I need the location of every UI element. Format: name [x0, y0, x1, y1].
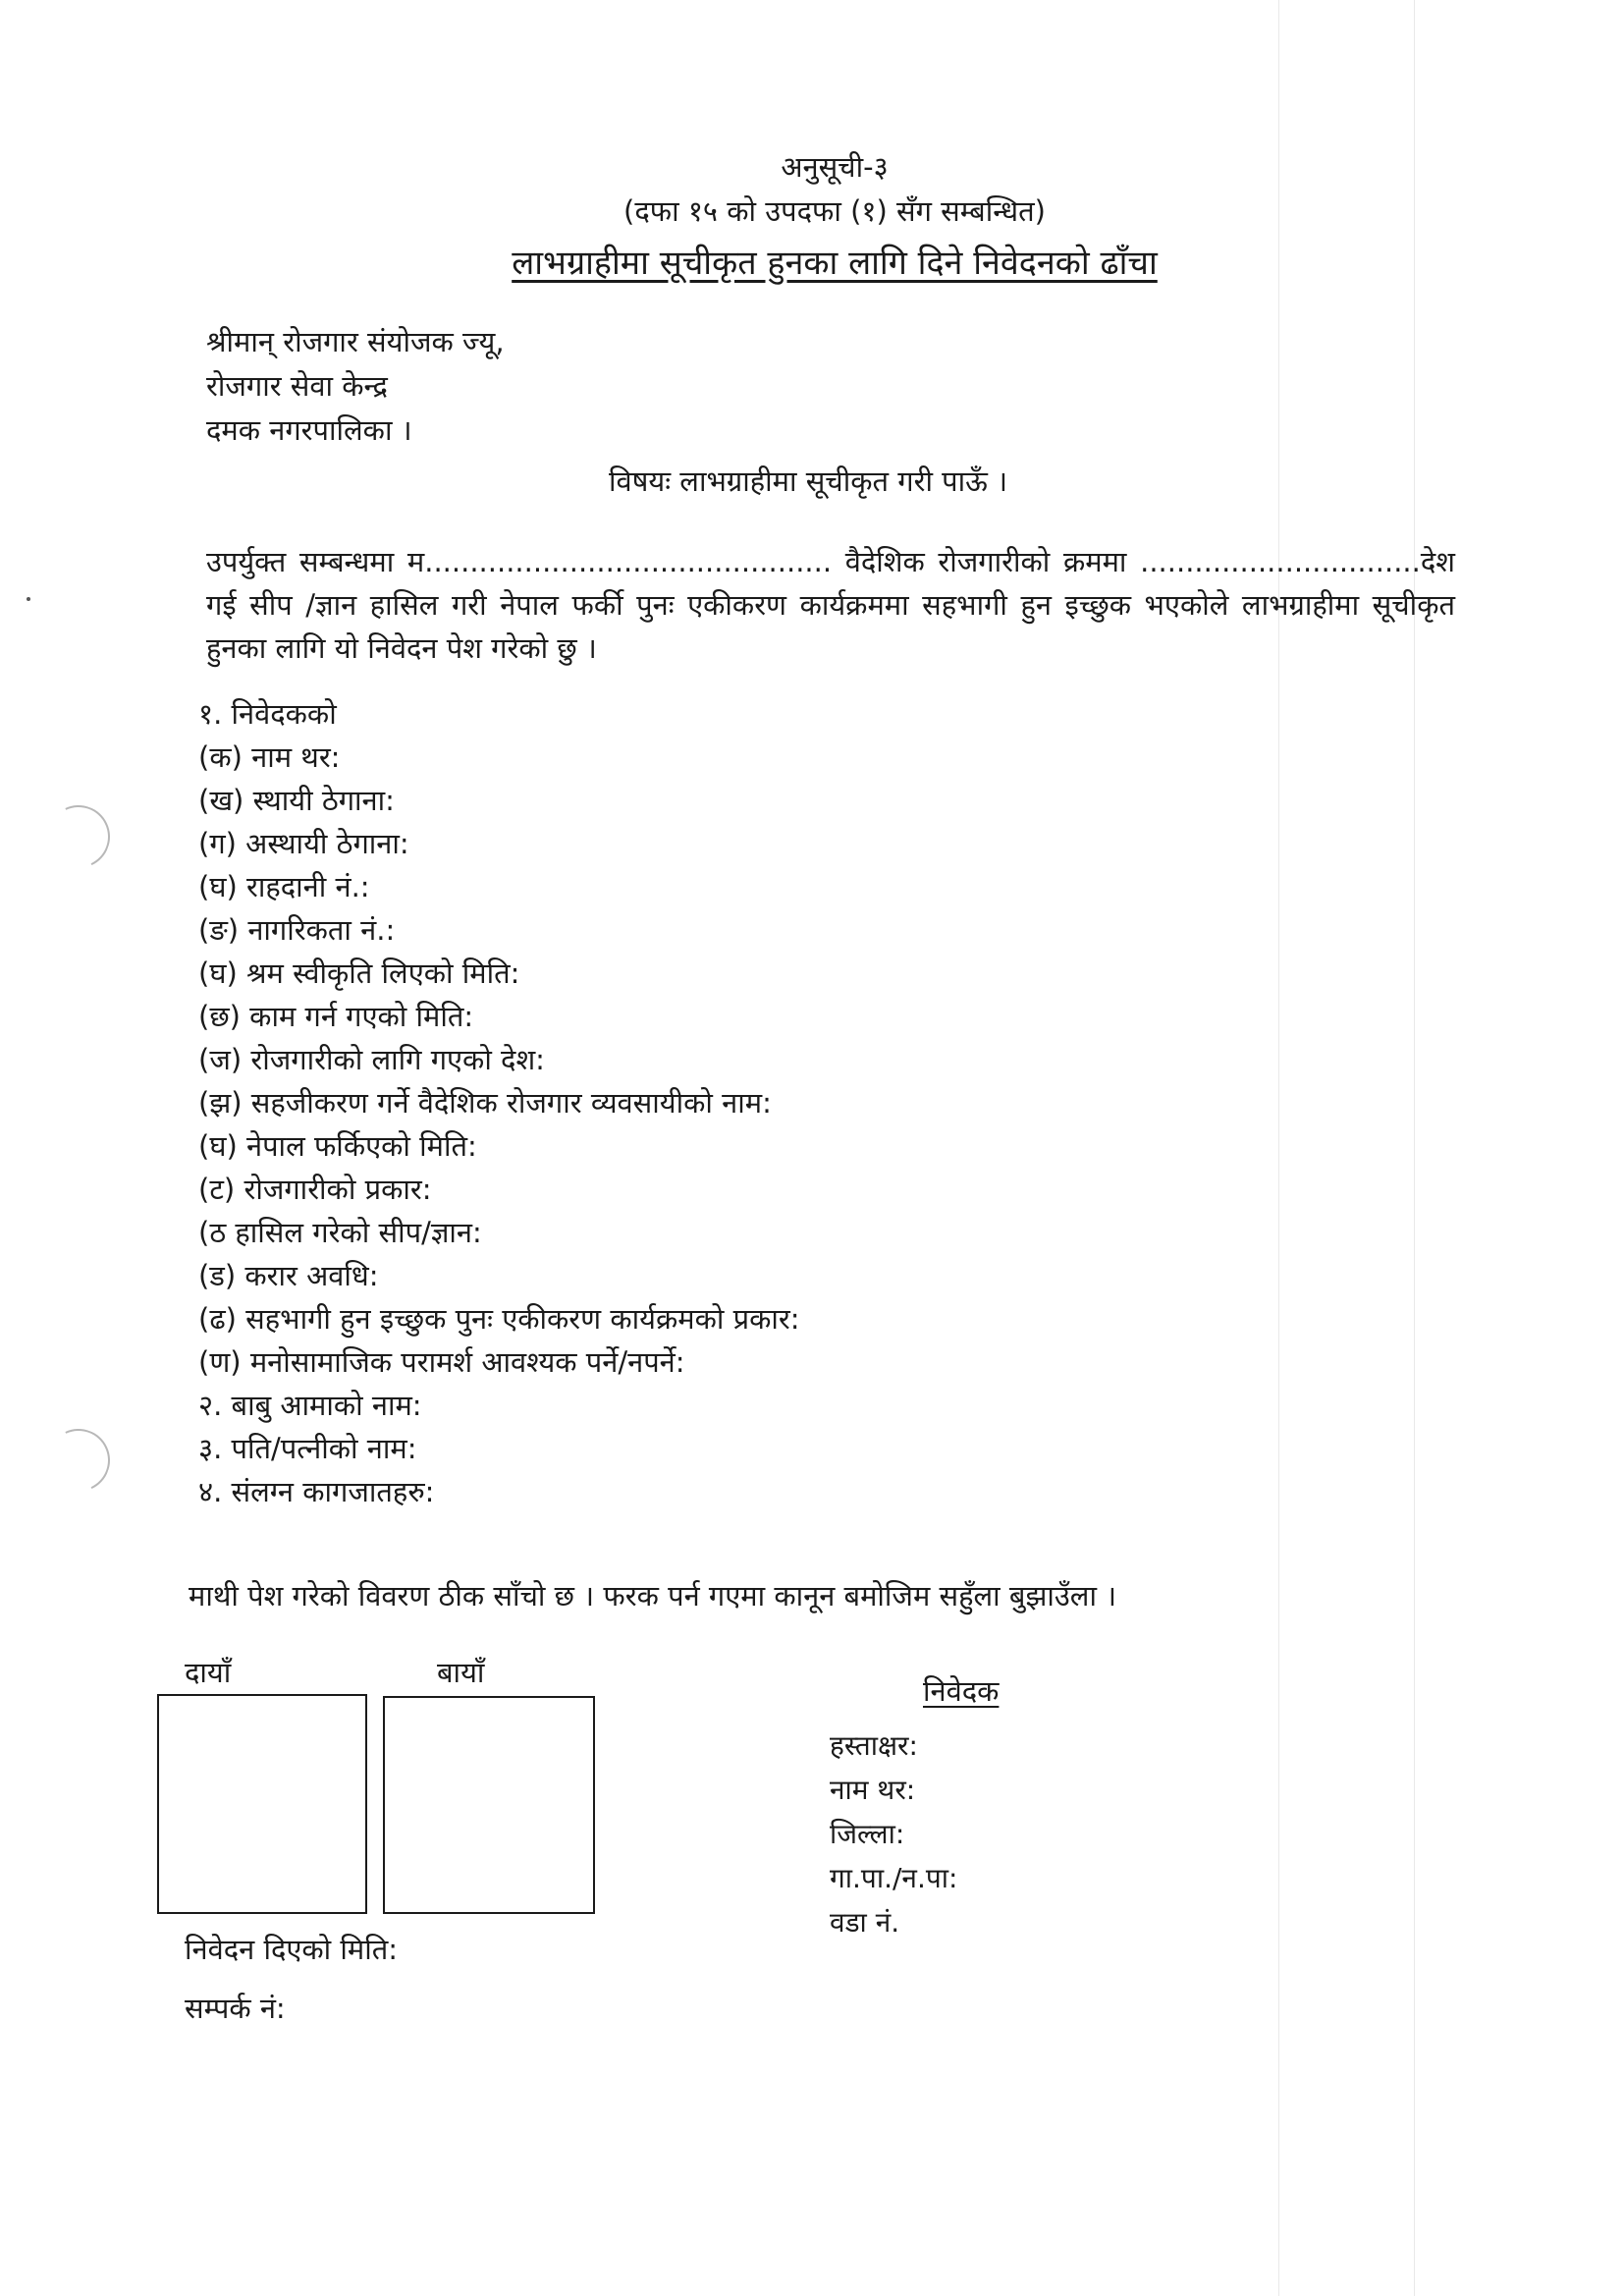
signature-field: हस्ताक्षर:	[830, 1729, 918, 1762]
list-item: (घ) राहदानी नं.:	[198, 870, 370, 903]
list-item: (छ) काम गर्न गएको मिति:	[198, 1000, 474, 1033]
applicant-signature-block	[830, 1723, 957, 1944]
ward-field: वडा नं.	[830, 1906, 900, 1939]
subject-line: विषयः लाभग्राहीमा सूचीकृत गरी पाऊँ ।	[609, 465, 1008, 498]
schedule-reference: (दफा १५ को उपदफा (१) सँग सम्बन्धित)	[623, 194, 1046, 228]
fold-line	[1414, 0, 1415, 2296]
list-item: (ढ) सहभागी हुन इच्छुक पुनः एकीकरण कार्यक्रमको प्रकार:	[198, 1302, 800, 1336]
right-thumbprint-box	[157, 1694, 367, 1914]
request-paragraph: उपर्युक्त सम्बन्धमा म............................................. वैदेशिक रोजगारीको क्रममा ...............................देश गई सीप /ज्ञान हासिल गरी नेपाल फर्की पुनः एकीकरण कार्यक्रममा सहभागी हुन इच्छुक भएकोले लाभग्राहीमा सूचीकृत हुनका लागि यो निवेदन पेश गरेको छु ।	[206, 545, 1455, 665]
list-item: (क) नाम थर:	[198, 740, 341, 774]
declaration-line: माथी पेश गरेको विवरण ठीक साँचो छ । फरक पर्न गएमा कानून बमोजिम सहुँला बुझाउँला ।	[189, 1579, 1117, 1613]
list-item: (ङ) नागरिकता नं.:	[198, 913, 396, 947]
scan-dot	[27, 597, 30, 601]
contact-number-field: सम्पर्क नं:	[185, 1992, 286, 2025]
addressee-line-3: दमक नगरपालिका ।	[206, 413, 412, 447]
addressee-line-1: श्रीमान् रोजगार संयोजक ज्यू,	[206, 325, 505, 358]
list-item: ४. संलग्न कागजातहरु:	[198, 1475, 435, 1508]
applicant-details-list	[198, 692, 800, 1513]
right-thumb-label: दायाँ	[185, 1656, 232, 1689]
list-item: (ग) अस्थायी ठेगाना:	[198, 827, 409, 860]
list-item: (ड) करार अवधि:	[198, 1259, 379, 1292]
left-thumb-label: बायाँ	[437, 1656, 485, 1689]
list-item: २. बाबु आमाको नाम:	[198, 1389, 422, 1422]
applicant-heading: निवेदक	[923, 1674, 1000, 1708]
list-item: (घ) श्रम स्वीकृति लिएको मिति:	[198, 957, 520, 990]
schedule-number: अनुसूची-३	[781, 150, 889, 184]
list-item: (ण) मनोसामाजिक परामर्श आवश्यक पर्ने/नपर्ने:	[198, 1345, 685, 1379]
form-title: लाभग्राहीमा सूचीकृत हुनका लागि दिने निवेदनको ढाँचा	[512, 244, 1158, 283]
addressee-line-2: रोजगार सेवा केन्द्र	[206, 369, 388, 403]
list-item: (ज) रोजगारीको लागि गएको देश:	[198, 1043, 545, 1076]
list-item: (ख) स्थायी ठेगाना:	[198, 784, 395, 817]
list-item: (ट) रोजगारीको प्रकार:	[198, 1173, 432, 1206]
name-field: नाम थर:	[830, 1774, 916, 1806]
list-item: (घ) नेपाल फर्किएको मिति:	[198, 1129, 477, 1163]
punch-hole-top	[38, 796, 119, 877]
list-item: ३. पति/पत्नीको नाम:	[198, 1432, 417, 1465]
municipality-field: गा.पा./न.पा:	[830, 1862, 958, 1894]
list-item: (ठ हासिल गरेको सीप/ज्ञान:	[198, 1216, 482, 1249]
left-thumbprint-box	[383, 1696, 595, 1914]
district-field: जिल्ला:	[830, 1818, 905, 1850]
list-item: १. निवेदकको	[198, 697, 337, 731]
application-date-field: निवेदन दिएको मिति:	[185, 1933, 399, 1966]
list-item: (झ) सहजीकरण गर्ने वैदेशिक रोजगार व्यवसायीको नाम:	[198, 1086, 772, 1120]
fold-line	[1278, 0, 1279, 2296]
punch-hole-bottom	[38, 1420, 119, 1501]
